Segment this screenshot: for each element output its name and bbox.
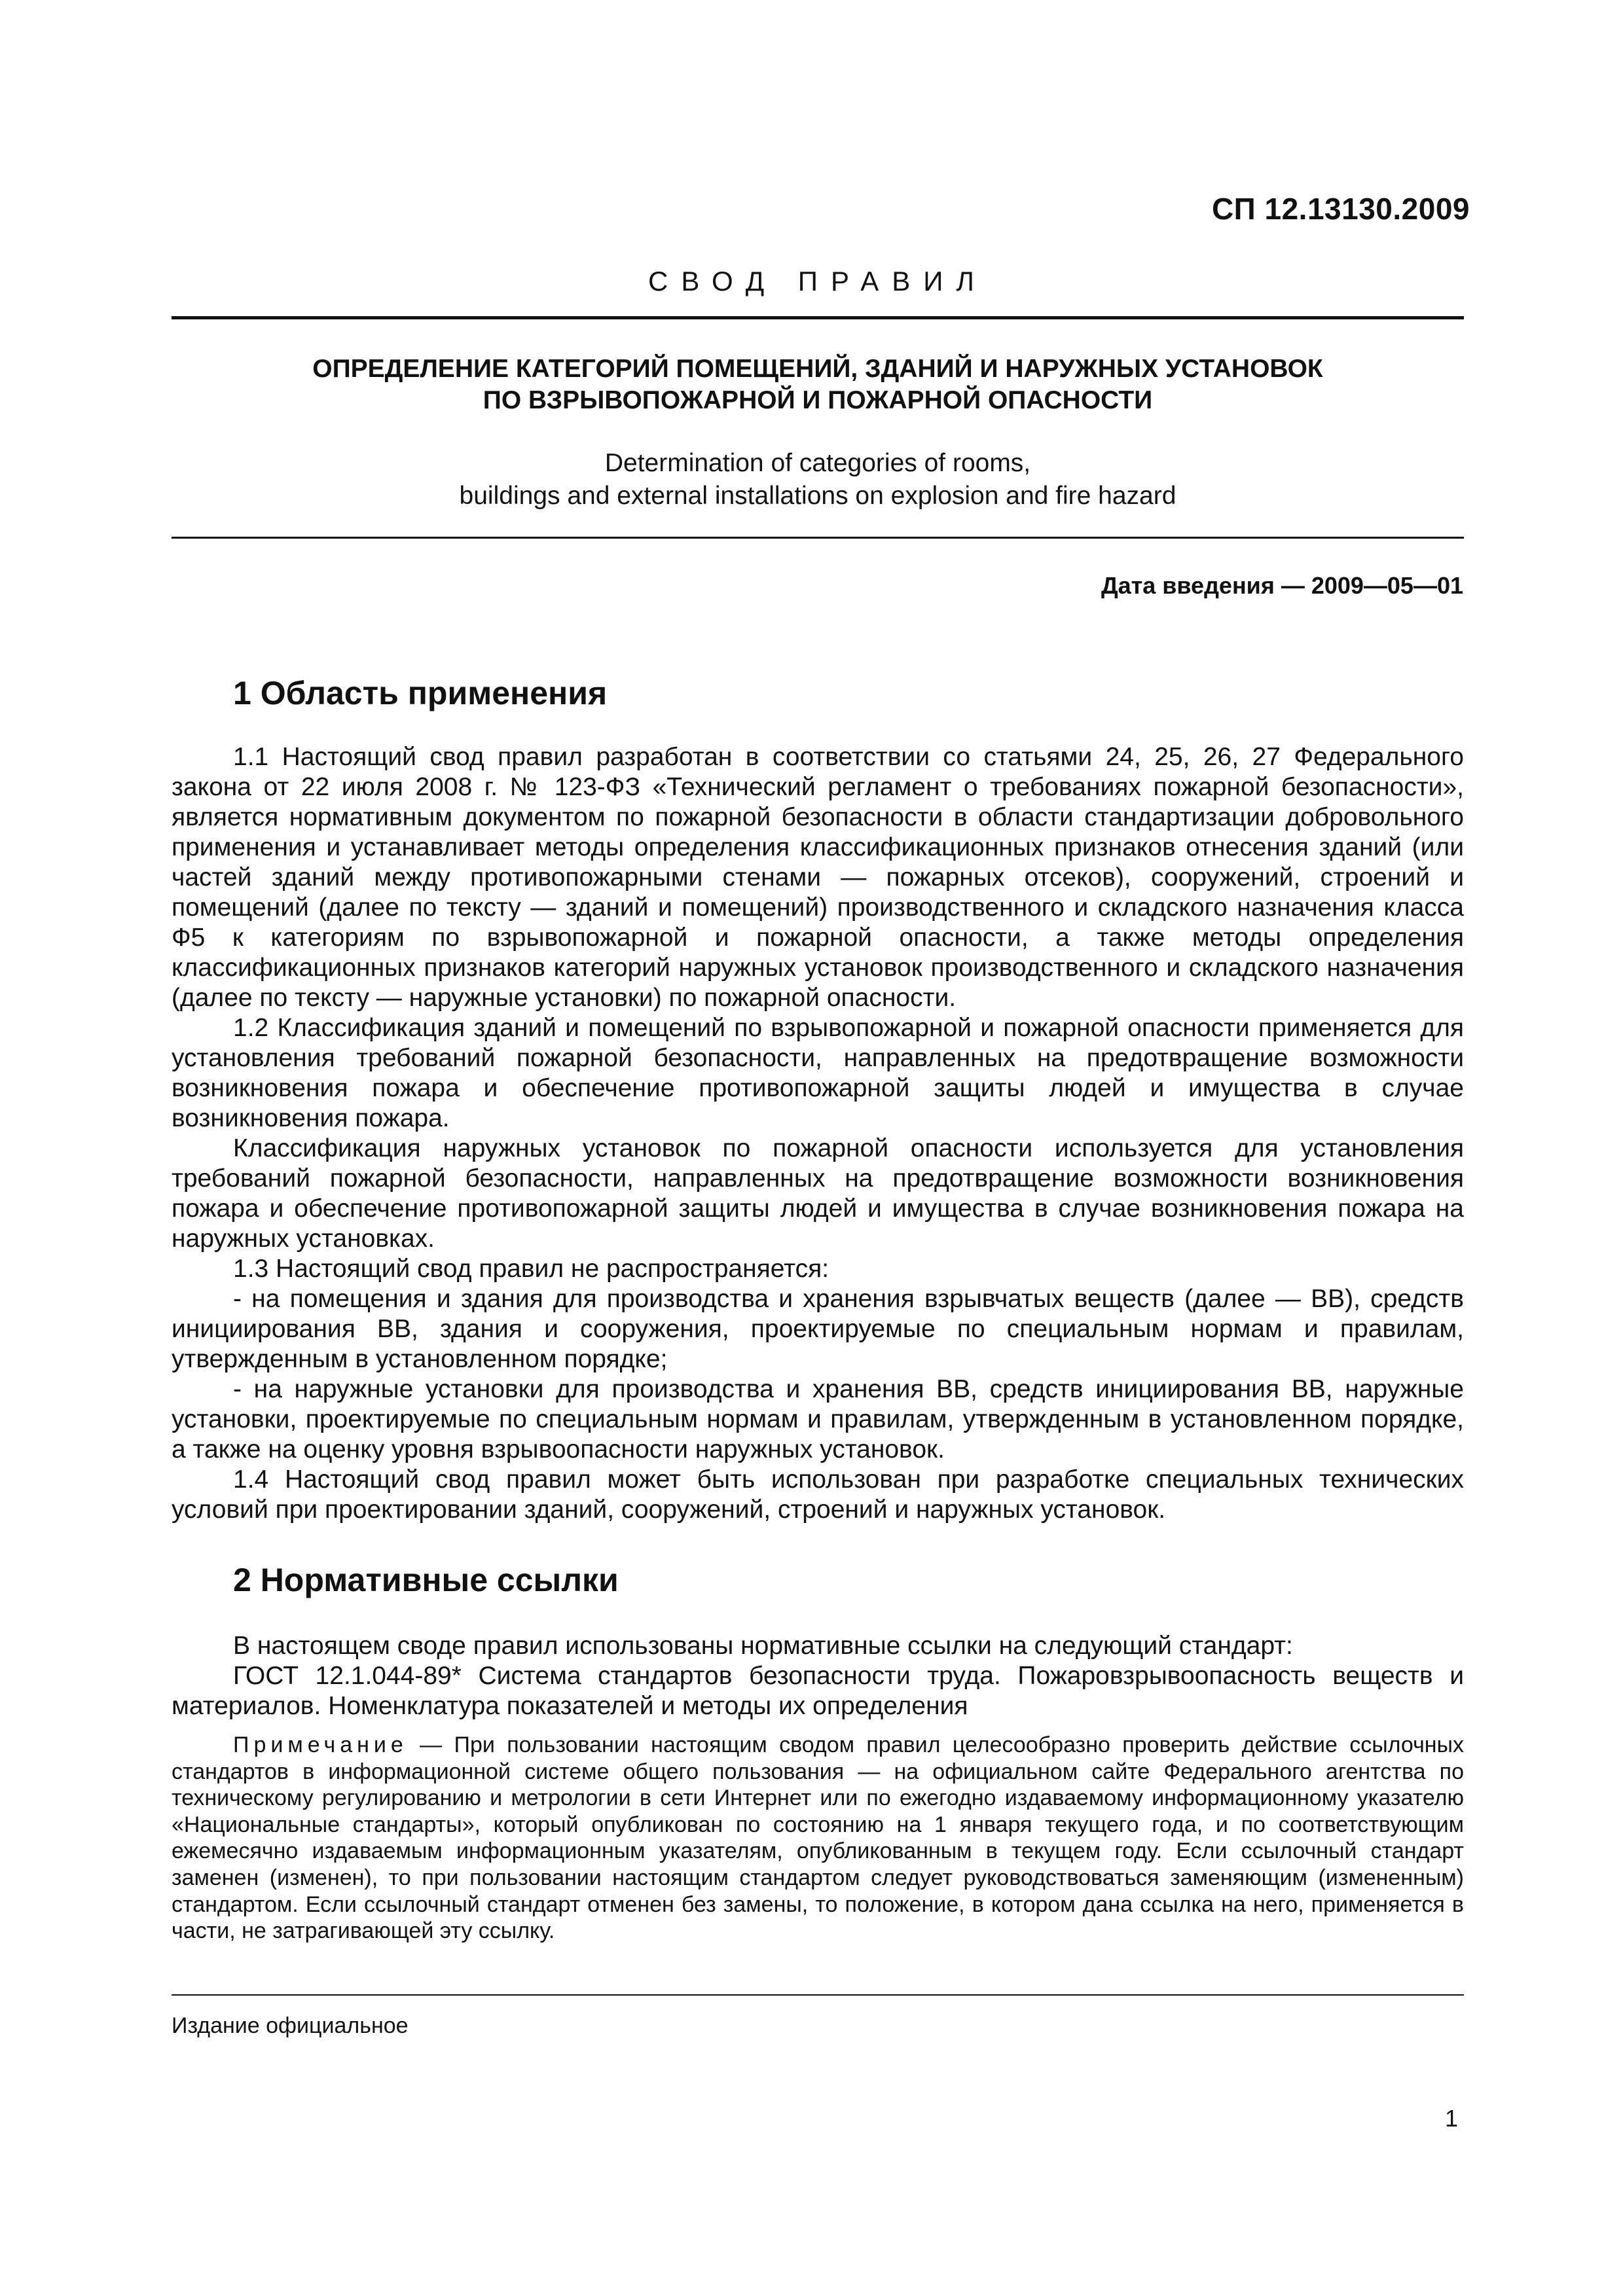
paragraph-classification: Классификация наружных установок по пожарной опасности используется для установления требований пожарной безопасности, направленных на предотвращение возможности возникновения пожара и обеспечение противопожарной защиты людей и имущества в случае возникновения пожара на наружных установках. [172, 1134, 1464, 1253]
list-item-explosives: - на помещения и здания для производства и хранения взрывчатых веществ (далее — ВВ), средств инициирования ВВ, здания и сооружения, проектируемые по специальным нормам и правилам, утвержденным в установленном порядке; [172, 1285, 1464, 1373]
english-title-line-2: buildings and external installations on explosion and fire hazard [459, 482, 1176, 510]
list-item-external-installations: - на наружные установки для производства и хранения ВВ, средств инициирования ВВ, наружные установки, проектируемые по специальным нормам и правилам, утвержденным в установленном порядке, а также на оценку уровня взрывоопасности наружных установок. [172, 1375, 1464, 1463]
main-title-line-1: ОПРЕДЕЛЕНИЕ КАТЕГОРИЙ ПОМЕЩЕНИЙ, ЗДАНИЙ И НАРУЖНЫХ УСТАНОВОК [312, 355, 1323, 383]
paragraph-1-4: 1.4 Настоящий свод правил может быть использован при разработке специальных технических условий при проектировании зданий, сооружений, строений и наружных установок. [172, 1465, 1464, 1524]
title-bottom-rule [172, 537, 1464, 539]
page-number: 1 [1444, 2105, 1458, 2132]
title-top-rule [172, 316, 1464, 319]
note [172, 1732, 1464, 1945]
note-label: Примечание [233, 1732, 408, 1757]
main-title [172, 353, 1464, 416]
english-title-line-1: Determination of categories of rooms, [604, 449, 1031, 477]
main-title-line-2: ПО ВЗРЫВОПОЖАРНОЙ И ПОЖАРНОЙ ОПАСНОСТИ [483, 386, 1153, 414]
rules-title: СВОД ПРАВИЛ [648, 266, 987, 296]
introduction-date: Дата введения — 2009—05—01 [1101, 572, 1463, 599]
footer-rule [172, 1994, 1464, 1996]
document-code: СП 12.13130.2009 [1211, 192, 1470, 226]
note-text: — При пользовании настоящим сводом правил целесообразно проверить действие ссылочных стандартов в информационной системе общего пользования — на официальном сайте Федерального агентства по техническому регулированию и метрологии в сети Интернет или по ежегодно издаваемому информационному указателю «Национальные стандарты», который опубликован по состоянию на 1 января текущего года, и по соответствующим ежемесячно издаваемым информационным указателям, опубликованным в текущем году. Если ссылочный стандарт заменен (изменен), то при пользовании настоящим стандартом следует руководствоваться заменяющим (измененным) стандартом. Если ссылочный стандарт отменен без замены, то положение, в котором дана ссылка на него, применяется в части, не затрагивающей эту ссылку. [172, 1732, 1464, 1944]
paragraph-1-1: 1.1 Настоящий свод правил разработан в соответствии со статьями 24, 25, 26, 27 Федерального закона от 22 июля 2008 г. № 123-ФЗ «Технический регламент о требованиях пожарной безопасности», является нормативным документом по пожарной безопасности в области стандартизации добровольного применения и устанавливает методы определения классификационных признаков отнесения зданий (или частей зданий между противопожарными стенами — пожарных отсеков), сооружений, строений и помещений (далее по тексту — зданий и помещений) производственного и складского назначения класса Ф5 к категориям по взрывопожарной и пожарной опасности, а также методы определения классификационных признаков категорий наружных установок производственного и складского назначения (далее по тексту — наружные установки) по пожарной опасности. [172, 743, 1464, 1012]
paragraph-1-3: 1.3 Настоящий свод правил не распространяется: [233, 1255, 830, 1283]
paragraph-gost-reference: ГОСТ 12.1.044-89* Система стандартов безопасности труда. Пожаровзрывоопасность веществ и материалов. Номенклатура показателей и методы их определения [172, 1662, 1464, 1720]
english-title [172, 447, 1464, 512]
edition-label: Издание официальное [172, 2013, 409, 2038]
section-1-heading: 1 Область применения [233, 675, 608, 711]
section-2-heading: 2 Нормативные ссылки [233, 1562, 619, 1598]
paragraph-references-intro: В настоящем своде правил использованы нормативные ссылки на следующий стандарт: [233, 1632, 1293, 1660]
paragraph-1-2: 1.2 Классификация зданий и помещений по взрывопожарной и пожарной опасности применяется для установления требований пожарной безопасности, направленных на предотвращение возможности возникновения пожара и обеспечение противопожарной защиты людей и имущества в случае возникновения пожара. [172, 1014, 1464, 1132]
